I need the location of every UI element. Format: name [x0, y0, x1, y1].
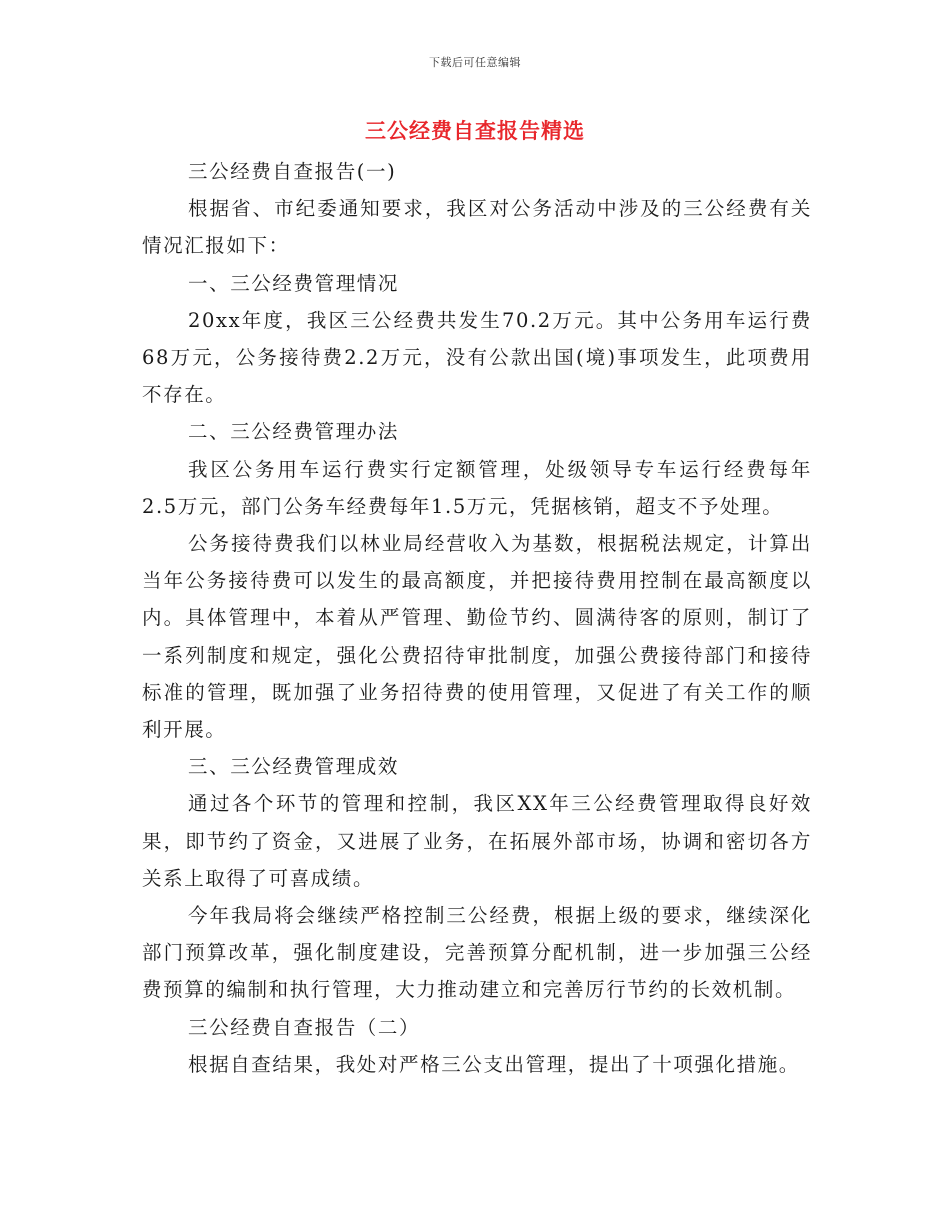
- paragraph-results: 通过各个环节的管理和控制，我区XX年三公经费管理取得良好效果，即节约了资金，又进展了业务，在拓展外部市场，协调和密切各方关系上取得了可喜成绩。: [142, 792, 812, 890]
- paragraph-plans: 今年我局将会继续严格控制三公经费，根据上级的要求，继续深化部门预算改革，强化制度建设，完善预算分配机制，进一步加强三公经费预算的编制和执行管理，大力推动建立和完善厉行节约的长效机制。: [142, 904, 812, 1002]
- paragraph-measures: 根据自查结果，我处对严格三公支出管理，提出了十项强化措施。: [188, 1052, 800, 1076]
- paragraph-intro: 根据省、市纪委通知要求，我区对公务活动中涉及的三公经费有关情况汇报如下：: [142, 197, 812, 258]
- page-header-note: 下载后可任意编辑: [429, 56, 521, 69]
- section-heading-report-2: 三公经费自查报告（二）: [188, 1015, 421, 1039]
- section-heading-report-1: 三公经费自查报告(一): [188, 160, 397, 183]
- document-body: [142, 153, 812, 1083]
- document-title: 三公经费自查报告精选: [365, 118, 585, 143]
- section-heading-status: 一、三公经费管理情况: [188, 271, 400, 295]
- section-heading-methods: 二、三公经费管理办法: [188, 420, 400, 444]
- paragraph-status: 20xx年度，我区三公经费共发生70.2万元。其中公务用车运行费68万元，公务接待费2.2万元，没有公款出国(境)事项发生，此项费用不存在。: [142, 308, 812, 407]
- section-heading-results: 三、三公经费管理成效: [188, 755, 400, 779]
- paragraph-vehicle-costs: 我区公务用车运行费实行定额管理，处级领导专车运行经费每年2.5万元，部门公务车经费每年1.5万元，凭据核销，超支不予处理。: [142, 457, 812, 518]
- paragraph-reception-costs: 公务接待费我们以林业局经营收入为基数，根据税法规定，计算出当年公务接待费可以发生的最高额度，并把接待费用控制在最高额度以内。具体管理中，本着从严管理、勤俭节约、圆满待客的原则，制订了一系列制度和规定，强化公费招待审批制度，加强公费接待部门和接待标准的管理，既加强了业务招待费的使用管理，又促进了有关工作的顺利开展。: [142, 532, 812, 742]
